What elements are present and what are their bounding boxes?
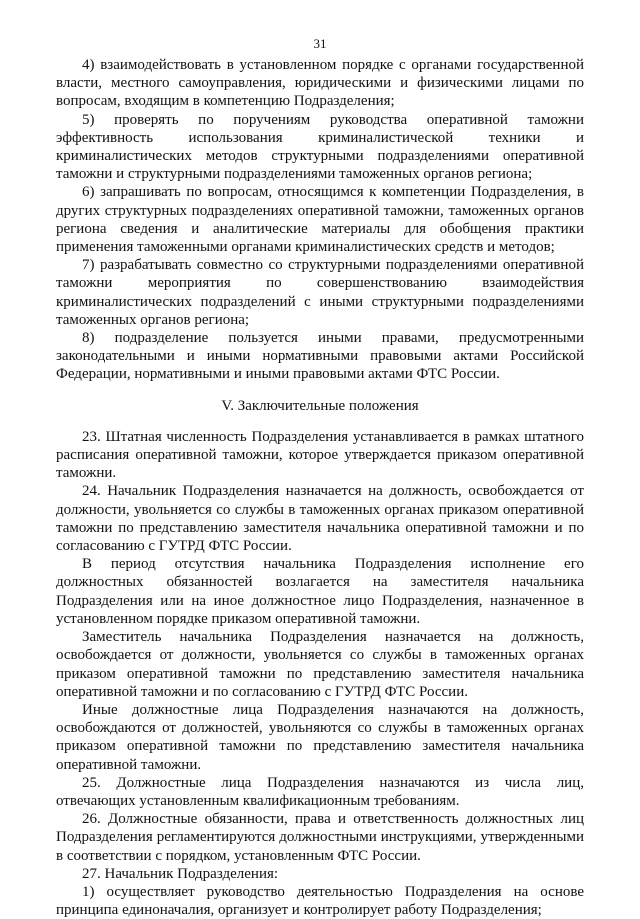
clause-27-item-1: 1) осуществляет руководство деятельностью Подразделения на основе принципа единоначалия, организует и контролирует работу Подразделения; (56, 883, 584, 919)
clause-24-absence: В период отсутствия начальника Подразделения исполнение его должностных обязанностей возлагается на заместителя начальника Подразделения или на иное должностное лицо Подразделения, назначенное в установленном порядке приказом оперативной таможни. (56, 556, 584, 627)
section-heading: V. Заключительные положения (221, 397, 419, 414)
clause-27: 27. Начальник Подразделения: (82, 865, 279, 882)
clause-24-deputy: Заместитель начальника Подразделения назначается на должность, освобождается от должности, увольняется со службы в таможенных органах приказом оперативной таможни по представлению заместителя начальника оперативной таможни и по согласованию с ГУТРД ФТС России. (56, 629, 584, 700)
clause-24: 24. Начальник Подразделения назначается на должность, освобождается от должности, увольняется со службы в таможенных органах приказом оперативной таможни по представлению заместителя начальника оперативной таможни и по согласованию с ГУТРД ФТС России. (56, 483, 584, 555)
list-item-4: 4) взаимодействовать в установленном порядке с органами государственной власти, местного самоуправления, юридическими и физическими лицами по вопросам, входящим в компетенцию Подразделения; (56, 57, 584, 110)
clause-23: 23. Штатная численность Подразделения устанавливается в рамках штатного расписания оперативной таможни, которое утверждается приказом оперативной таможни. (56, 428, 584, 482)
clause-24-other-officials: Иные должностные лица Подразделения назначаются на должность, освобождаются от должностей, увольняются со службы в таможенных органах приказом оперативной таможни по представлению заместителя начальника оперативной таможни. (56, 701, 584, 773)
list-item-8: 8) подразделение пользуется иными правами, предусмотренными законодательными и иными нормативными правовыми актами Российской Федерации, нормативными и иными правовыми актами ФТС России. (56, 330, 584, 383)
list-item-5: 5) проверять по поручениям руководства оперативной таможни эффективность использования криминалистической техники и криминалистических методов структурными подразделениями оперативной таможни и структурными подразделениями таможенных органов региона; (56, 111, 584, 183)
list-item-7: 7) разрабатывать совместно со структурными подразделениями оперативной таможни мероприятия по совершенствованию взаимодействия криминалистических подразделений с иными структурными подразделениями таможенных органов региона; (56, 257, 584, 328)
clause-26: 26. Должностные обязанности, права и ответственность должностных лиц Подразделения регламентируются должностными инструкциями, утвержденными в соответствии с порядком, установленным ФТС России. (56, 811, 584, 864)
clause-25: 25. Должностные лица Подразделения назначаются из числа лиц, отвечающих установленным квалификационным требованиям. (56, 774, 584, 809)
page-number: 31 (313, 36, 327, 51)
list-item-6: 6) запрашивать по вопросам, относящимся к компетенции Подразделения, в других структурных подразделениях оперативной таможни, таможенных органов региона сведения и аналитические материалы для обобщения практики применения таможенными органами криминалистических средств и методов; (56, 184, 584, 256)
